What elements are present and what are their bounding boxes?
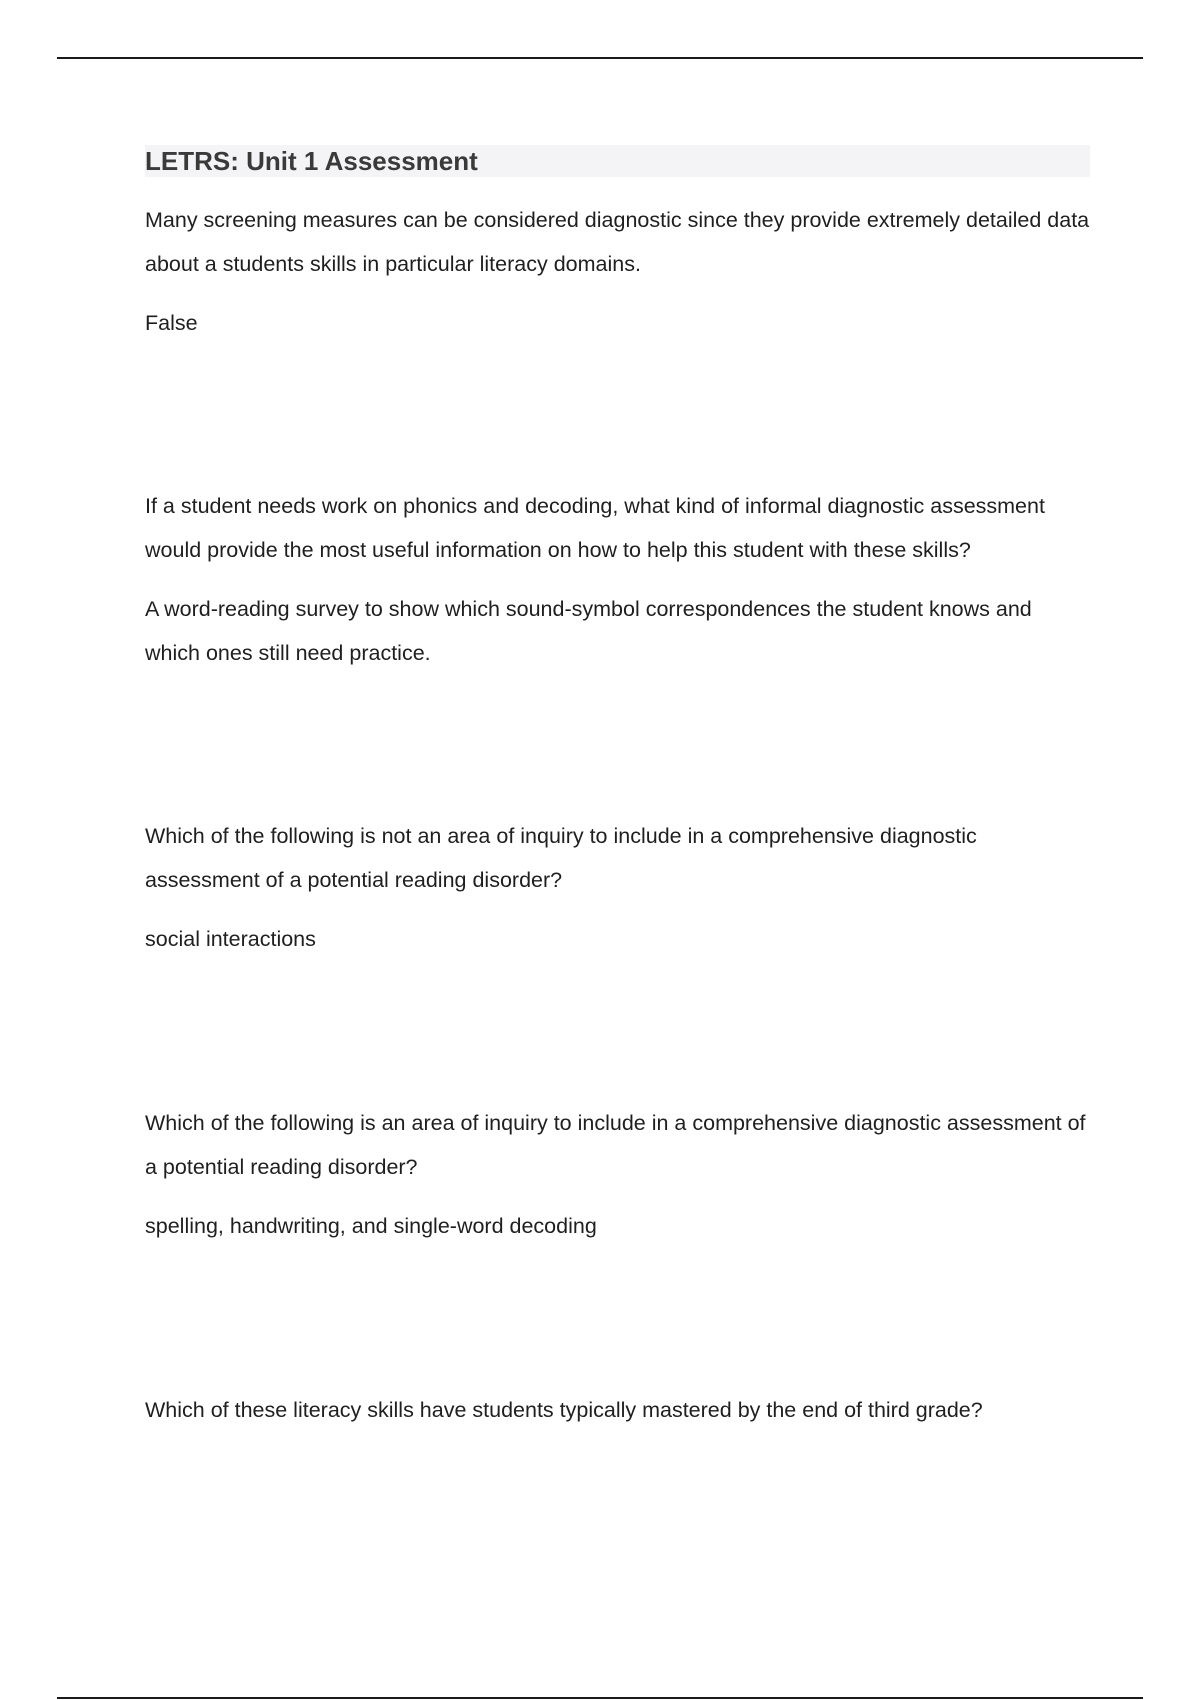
header-rule: [57, 57, 1143, 59]
answer-text: social interactions: [145, 927, 316, 951]
question-text: If a student needs work on phonics and decoding, what kind of informal diagnostic assessment would provide the most useful information on how to help this student with these skills?: [145, 494, 1045, 562]
question-text: Which of these literacy skills have students typically mastered by the end of third grade?: [145, 1398, 983, 1422]
qa-item-1: [145, 198, 1090, 345]
qa-item-4: [145, 1101, 1090, 1248]
answer-text: A word-reading survey to show which sound-symbol correspondences the student knows and which ones still need practice.: [145, 597, 1032, 665]
question-text: Which of the following is an area of inquiry to include in a comprehensive diagnostic assessment of a potential reading disorder?: [145, 1111, 1086, 1179]
document-title: LETRS: Unit 1 Assessment: [145, 146, 478, 176]
qa-item-2: [145, 484, 1090, 675]
footer-rule: [57, 1697, 1143, 1699]
qa-item-3: [145, 814, 1090, 961]
qa-item-5: [145, 1388, 1090, 1432]
answer-text: False: [145, 311, 198, 335]
answer-text: spelling, handwriting, and single-word decoding: [145, 1214, 597, 1238]
question-text: Many screening measures can be considered diagnostic since they provide extremely detailed data about a students skills in particular literacy domains.: [145, 208, 1090, 276]
question-text: Which of the following is not an area of inquiry to include in a comprehensive diagnostic assessment of a potential reading disorder?: [145, 824, 977, 892]
